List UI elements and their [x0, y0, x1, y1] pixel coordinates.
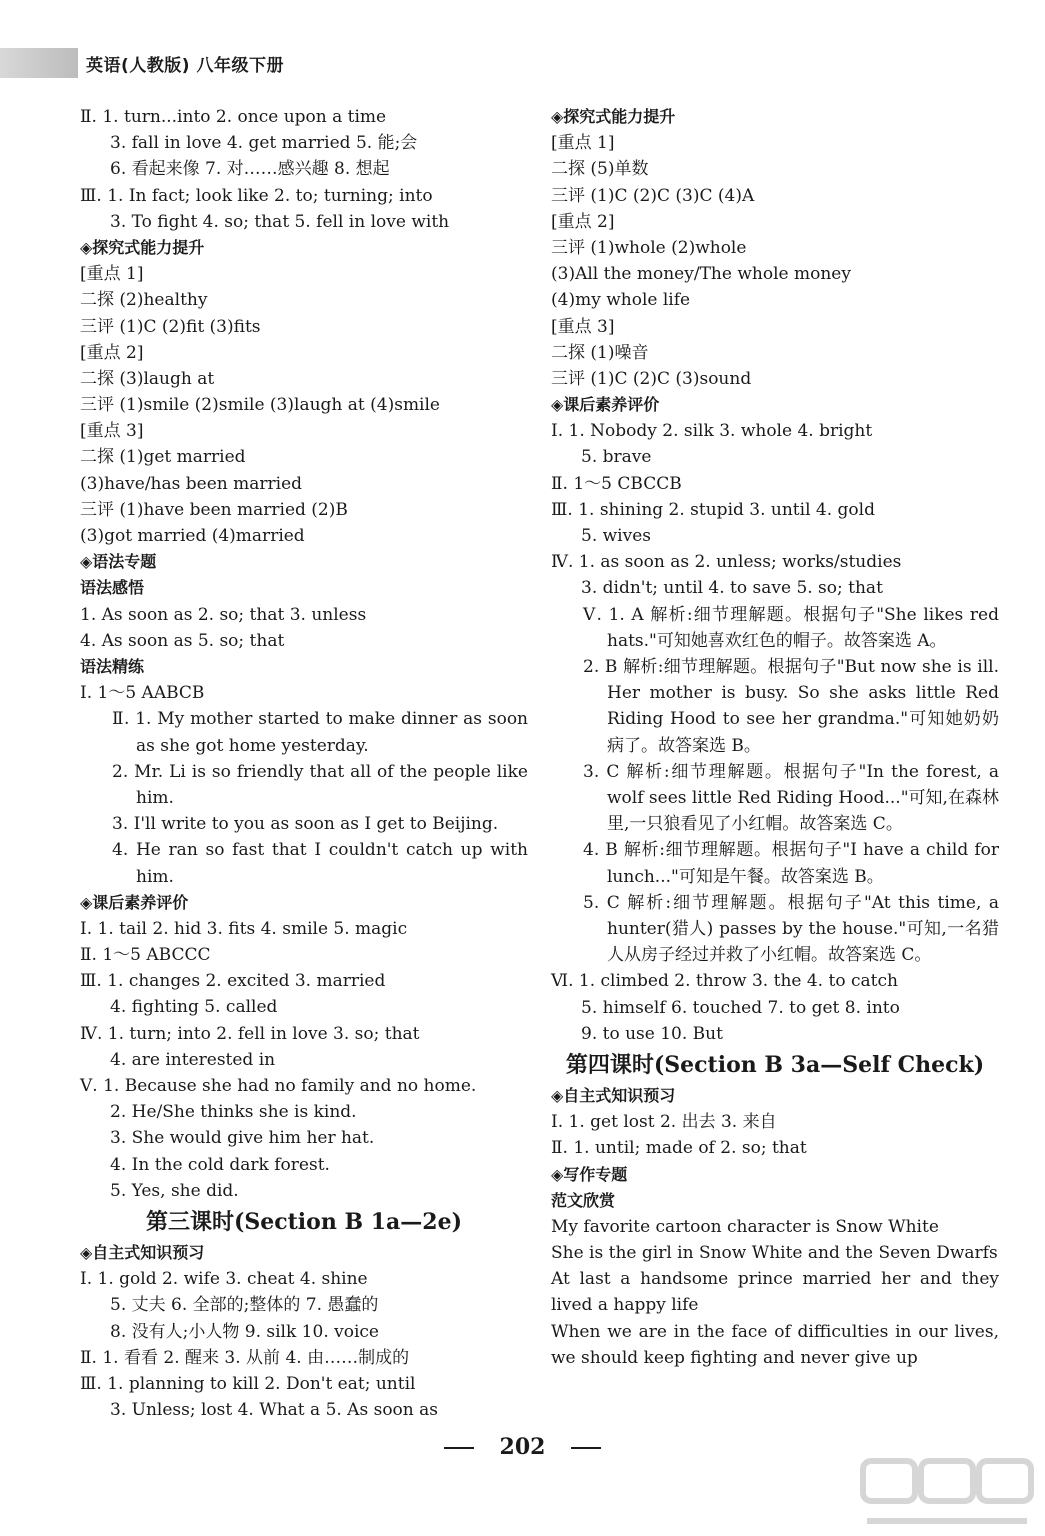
right-line: (3)All the money/The whole money — [551, 264, 851, 285]
right-line: 二探 (1)噪音 — [551, 342, 649, 363]
left-line: 二探 (3)laugh at — [80, 368, 215, 389]
right-line: 范文欣赏 — [551, 1190, 616, 1210]
right-line: Ⅲ. 1. shining 2. stupid 3. until 4. gold — [551, 499, 875, 520]
left-line: 8. 没有人;小人物 9. silk 10. voice — [110, 1321, 379, 1342]
left-line: 4. fighting 5. called — [110, 997, 278, 1018]
right-line: ◈课后素养评价 — [551, 395, 660, 415]
left-line: Ⅴ. 1. Because she had no family and no home. — [80, 1076, 477, 1097]
left-line: ◈探究式能力提升 — [80, 237, 205, 257]
header-decor-bar — [0, 48, 78, 78]
right-line: Ⅴ. 1. A 解析:细节理解题。根据句子"She likes red hats."可知她喜欢红色的帽子。故答案选 A。 — [583, 604, 999, 651]
left-line: 2. Mr. Li is so friendly that all of the people like him. — [112, 761, 528, 808]
left-line: 1. As soon as 2. so; that 3. unless — [80, 604, 367, 625]
left-line: Ⅲ. 1. changes 2. excited 3. married — [80, 971, 386, 992]
left-line: Ⅱ. 1. 看看 2. 醒来 3. 从前 4. 由……制成的 — [80, 1347, 410, 1368]
right-line: 三评 (1)C (2)C (3)sound — [551, 368, 752, 389]
left-line: 5. Yes, she did. — [110, 1180, 239, 1201]
watermark-logo — [857, 1455, 1037, 1531]
left-line: ◈语法专题 — [80, 552, 157, 572]
right-line: ◈探究式能力提升 — [551, 107, 676, 126]
right-line: She is the girl in Snow White and the Seven Dwarfs — [551, 1243, 998, 1264]
right-line: 9. to use 10. But — [581, 1023, 723, 1044]
left-line: 5. 丈夫 6. 全部的;整体的 7. 愚蠢的 — [110, 1295, 379, 1316]
left-line: [重点 2] — [80, 342, 144, 363]
left-line: Ⅰ. 1. gold 2. wife 3. cheat 4. shine — [80, 1269, 368, 1290]
right-line: ◈自主式知识预习 — [551, 1085, 676, 1105]
right-line: 2. B 解析:细节理解题。根据句子"But now she is ill. Her mother is busy. So she asks little Red Riding Hood to see her grandma."可知她奶奶病了。故答案选 B。 — [583, 656, 999, 756]
left-line: 3. She would give him her hat. — [110, 1128, 375, 1149]
right-line: 5. C 解析:细节理解题。根据句子"At this time, a hunter(猎人) passes by the house."可知,一名猎人从房子经过并救了小红帽。故答案选 C。 — [583, 892, 999, 966]
left-line: 第三课时(Section B 1a—2e) — [145, 1208, 463, 1235]
left-line: Ⅰ. 1. tail 2. hid 3. fits 4. smile 5. magic — [80, 918, 408, 939]
right-line: ◈写作专题 — [551, 1164, 628, 1184]
left-line: Ⅱ. 1. turn...into 2. once upon a time — [80, 107, 387, 127]
left-line: [重点 3] — [80, 421, 144, 442]
right-line: (4)my whole life — [551, 290, 691, 311]
left-line: 4. He ran so fast that I couldn't catch up with him. — [112, 840, 528, 887]
left-line: Ⅰ. 1～5 AABCB — [80, 683, 205, 704]
left-line: 4. In the cold dark forest. — [110, 1154, 330, 1175]
left-line: Ⅲ. 1. In fact; look like 2. to; turning; into — [80, 185, 433, 206]
left-line: ◈课后素养评价 — [80, 892, 189, 912]
left-line: ◈自主式知识预习 — [80, 1242, 205, 1262]
left-line: 3. I'll write to you as soon as I get to Beijing. — [112, 814, 499, 835]
left-line: 二探 (2)healthy — [80, 290, 208, 311]
left-line: 4. As soon as 5. so; that — [80, 630, 285, 651]
right-line: 三评 (1)whole (2)whole — [551, 237, 747, 258]
right-line: 3. didn't; until 4. to save 5. so; that — [581, 578, 883, 599]
left-line: Ⅱ. 1. My mother started to make dinner as soon as she got home yesterday. — [112, 709, 528, 756]
left-line: 2. He/She thinks she is kind. — [110, 1102, 357, 1123]
right-line: [重点 3] — [551, 316, 615, 337]
right-line: Ⅵ. 1. climbed 2. throw 3. the 4. to catch — [551, 971, 898, 992]
right-line: My favorite cartoon character is Snow White — [551, 1216, 939, 1237]
left-line: 语法精练 — [80, 656, 145, 676]
right-line: 二探 (5)单数 — [551, 159, 649, 180]
page-header — [0, 48, 360, 78]
right-line: 第四课时(Section B 3a—Self Check) — [565, 1051, 985, 1078]
right-line: 5. himself 6. touched 7. to get 8. into — [581, 997, 900, 1018]
right-line: [重点 2] — [551, 211, 615, 232]
right-line: Ⅳ. 1. as soon as 2. unless; works/studies — [551, 552, 902, 573]
book-title: 英语(人教版) 八年级下册 — [86, 56, 284, 76]
left-line: [重点 1] — [80, 264, 144, 285]
left-line: 三评 (1)smile (2)smile (3)laugh at (4)smile — [80, 395, 440, 416]
right-line: Ⅱ. 1～5 CBCCB — [551, 473, 682, 494]
right-line: Ⅰ. 1. Nobody 2. silk 3. whole 4. bright — [551, 421, 873, 442]
right-line: Ⅰ. 1. get lost 2. 出去 3. 来自 — [551, 1112, 777, 1133]
right-line: 4. B 解析:细节理解题。根据句子"I have a child for lunch..."可知是午餐。故答案选 B。 — [583, 840, 999, 887]
right-line: When we are in the face of difficulties in our lives, we should keep fighting and never give up — [551, 1321, 999, 1368]
page-number: 202 — [499, 1434, 546, 1460]
right-line: Ⅱ. 1. until; made of 2. so; that — [551, 1138, 807, 1159]
right-line: At last a handsome prince married her and they lived a happy life — [551, 1269, 999, 1316]
left-line: 三评 (1)C (2)fit (3)fits — [80, 316, 261, 337]
left-line: (3)got married (4)married — [80, 526, 305, 546]
left-line: 4. are interested in — [110, 1049, 276, 1070]
left-line: 6. 看起来像 7. 对……感兴趣 8. 想起 — [110, 159, 390, 180]
footer-dash-left — [444, 1447, 474, 1449]
left-line: Ⅳ. 1. turn; into 2. fell in love 3. so; that — [80, 1023, 420, 1044]
left-line: 3. To fight 4. so; that 5. fell in love with — [110, 211, 450, 232]
footer-dash-right — [571, 1447, 601, 1449]
right-line: [重点 1] — [551, 133, 615, 154]
left-line: Ⅱ. 1～5 ABCCC — [80, 945, 211, 966]
left-line: 二探 (1)get married — [80, 447, 246, 468]
left-line: 语法感悟 — [80, 578, 145, 598]
right-line: 3. C 解析:细节理解题。根据句子"In the forest, a wolf sees little Red Riding Hood..."可知,在森林里,一只狼看见了小红帽。故答案选 C。 — [583, 761, 999, 835]
right-line: 三评 (1)C (2)C (3)C (4)A — [551, 185, 755, 206]
left-line: (3)have/has been married — [80, 473, 303, 494]
left-line: 三评 (1)have been married (2)B — [80, 499, 348, 520]
left-line: Ⅲ. 1. planning to kill 2. Don't eat; until — [80, 1373, 416, 1394]
right-column — [551, 104, 999, 1371]
left-column — [80, 104, 528, 1423]
left-line: 3. Unless; lost 4. What a 5. As soon as — [110, 1400, 438, 1421]
right-line: 5. brave — [581, 447, 652, 468]
left-line: 3. fall in love 4. get married 5. 能;会 — [110, 133, 418, 154]
right-line: 5. wives — [581, 526, 652, 546]
